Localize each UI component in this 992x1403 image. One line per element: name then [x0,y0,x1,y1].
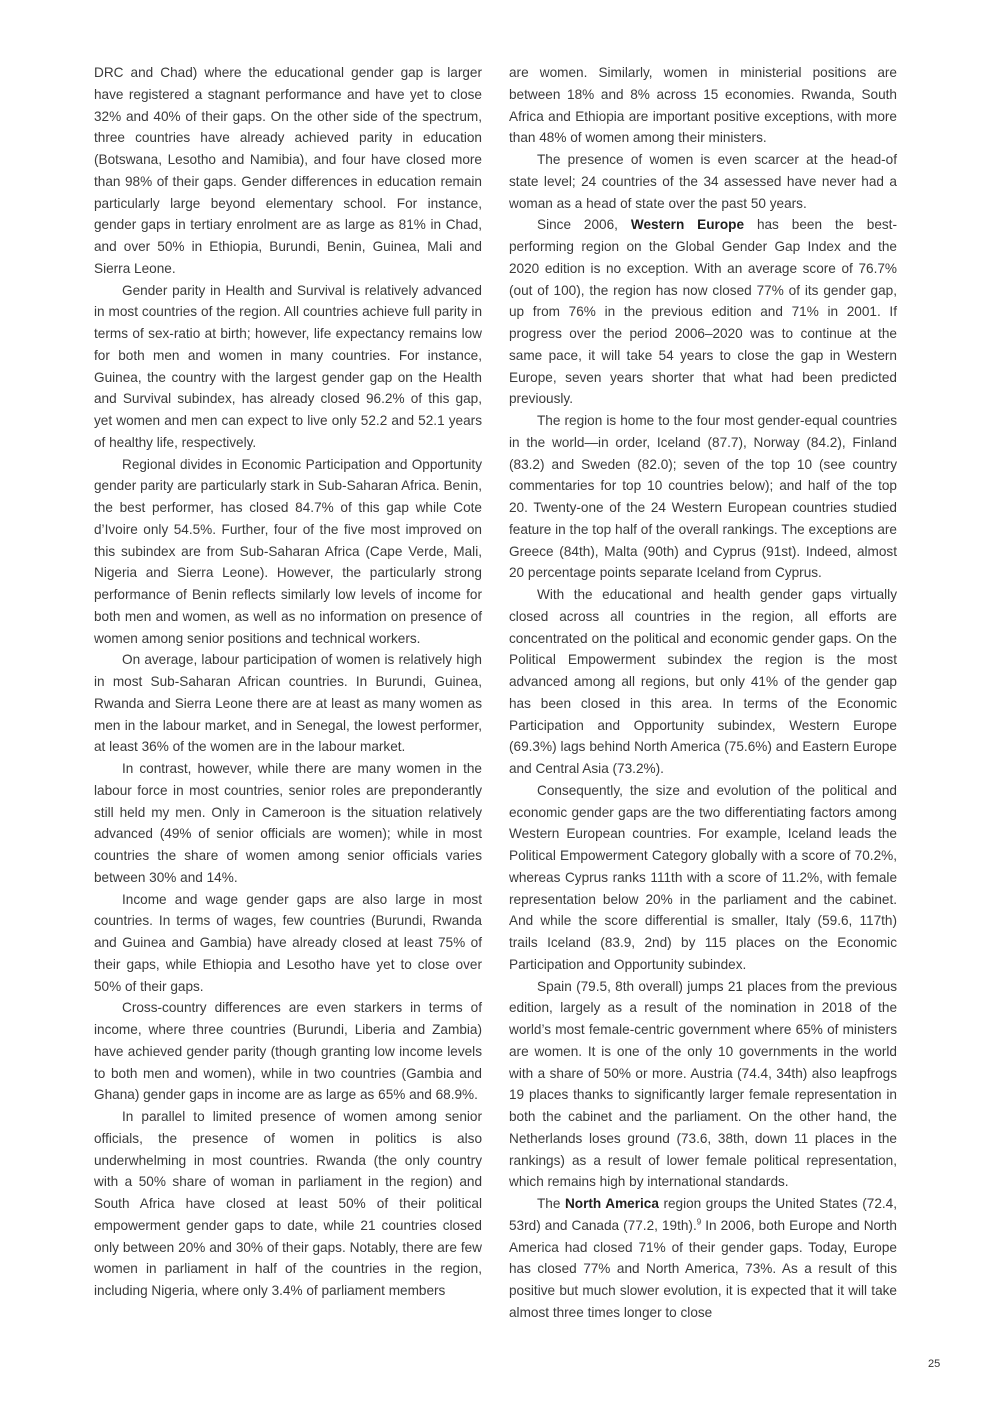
left-column [94,62,482,1302]
right-paragraph-8 [509,1193,897,1324]
p3-body-text: has been the best-performing region on the Global Gender Gap Index and the 2020 edition is no exception. With an average score of 76.7% (out of 100), the region has now closed 77% of its gender gap, up from 76% in the previous edition and 71% in 2001. If progress over the period 2006–2020 was to continue at the same pace, it will take 54 years to close the gap in Western Europe, seven years shorter that what had been predicted previously. [509,217,897,407]
p8-body-text: In 2006, both Europe and North America had closed 71% of their gender gaps. Today, Europe has closed 77% and North America, 73%. As a result of this positive but much slower evolution, it is expected that it will take almost three times longer to close [509,1217,897,1320]
right-paragraph-2: The presence of women is even scarcer at the head-of state level; 24 countries of the 34 assessed have never had a woman as a head of state over the past 50 years. [509,152,897,211]
right-paragraph-6: Consequently, the size and evolution of the political and economic gender gaps are the two differentiating factors among Western European countries. For example, Iceland leads the Political Empowerment Category globally with a score of 70.2%, whereas Cyprus ranks 111th with a score of 11.2%, with female representation below 20% in the parliament and the cabinet. And while the score differential is smaller, Italy (59.6, 117th) trails Iceland (83.9, 2nd) by 115 places on the Economic Participation and Opportunity subindex. [509,782,897,972]
right-column [509,62,897,1324]
page-number: 25 [928,1358,941,1370]
p8-mid-text: region groups the United States (72.4, 53rd) and Canada (77.2, 19th). [509,1196,897,1233]
left-paragraph-4: On average, labour participation of women is relatively high in most Sub-Saharan African countries. In Burundi, Guinea, Rwanda and Sierra Leone there are at least as many women as men in the labour market, and in Senegal, the lowest performer, at least 36% of the women are in the labour market. [94,652,482,755]
left-paragraph-3: Regional divides in Economic Participation and Opportunity gender parity are particularly stark in Sub-Saharan Africa. Benin, the best performer, has closed 84.7% of this gap while Cote d’Ivoire only 54.5%. Further, four of the five most improved on this subindex are from Sub-Saharan Africa (Cape Verde, Mali, Nigeria and Sierra Leone). However, the particularly strong performance of Benin reflects similarly low levels of income for both men and women, as well as no information on presence of women among senior positions and technical workers. [94,456,482,646]
left-paragraph-7: Cross-country differences are even starkers in terms of income, where three countries (Burundi, Liberia and Zambia) have achieved gender parity (though granting low income levels to both men and women), while in two countries (Gambia and Ghana) gender gaps in income are as large as 65% and 68.9%. [94,1000,482,1103]
left-paragraph-6: Income and wage gender gaps are also large in most countries. In terms of wages, few countries (Burundi, Rwanda and Guinea and Gambia) have already closed at least 75% of their gaps, while Ethiopia and Lesotho have yet to close over 50% of their gaps. [94,891,482,994]
left-paragraph-1: DRC and Chad) where the educational gender gap is larger have registered a stagnant performance and have yet to close 32% and 40% of their gaps. On the other side of the spectrum, three countries have already achieved parity in education (Botswana, Lesotho and Namibia), and four have closed more than 98% of their gaps. Gender differences in education remain particularly large beyond elementary school. For instance, gender gaps in tertiary enrolment are as large as 81% in Chad, and over 50% in Ethiopia, Burundi, Benin, Guinea, Mali and Sierra Leone. [94,65,482,276]
left-paragraph-2: Gender parity in Health and Survival is relatively advanced in most countries of the region. All countries achieve full parity in terms of sex-ratio at birth; however, life expectancy remains low for both men and women in many countries. For instance, Guinea, the country with the largest gender gap on the Health and Survival subindex, has already closed 96.2% of this gap, yet women and men can expect to live only 52.2 and 52.1 years of healthy life, respectively. [94,282,482,450]
left-paragraph-5: In contrast, however, while there are many women in the labour force in most countries, senior roles are preponderantly still held my men. Only in Cameroon is the situation relatively advanced (49% of senior officials are women); while in most countries the share of women among senior officials varies between 30% and 14%. [94,761,482,885]
left-paragraph-8: In parallel to limited presence of women among senior officials, the presence of women in politics is also underwhelming in most countries. Rwanda (the only country with a 50% share of woman in parliament in the region) and South Africa have closed at least 50% of their political empowerment gender gaps to date, while 21 countries closed only between 20% and 30% of their gaps. Notably, there are few women in parliament in half of the countries in the region, including Nigeria, where only 3.4% of parliament members [94,1109,482,1298]
p3-lead-text: Since 2006, [537,217,631,233]
right-paragraph-1: are women. Similarly, women in ministerial positions are between 18% and 8% across 15 economies. Rwanda, South Africa and Ethiopia are important positive exceptions, with more than 48% of women among their ministers. [509,65,897,146]
p8-lead-text: The [537,1196,565,1211]
right-paragraph-5: With the educational and health gender gaps virtually closed across all countries in the region, all efforts are concentrated on the political and economic gender gaps. On the Political Empowerment subindex the region is the most advanced among all regions, but only 41% of the gender gap has been closed in this area. In terms of the Economic Participation and Opportunity subindex, Western Europe (69.3%) lags behind North America (75.6%) and Eastern Europe and Central Asia (73.2%). [509,587,897,776]
right-paragraph-3 [509,214,897,410]
western-europe-heading: Western Europe [630,217,745,233]
right-paragraph-4: The region is home to the four most gender-equal countries in the world—in order, Iceland (87.7), Norway (84.2), Finland (83.2) and Sweden (82.0); seven of the top 10 (see country commentaries for top 10 countries below); and half of the top 20. Twenty-one of the 24 Western European countries studied feature in the top half of the overall rankings. The exceptions are Greece (84th), Malta (90th) and Cyprus (91st). Indeed, almost 20 percentage points separate Iceland from Cyprus. [509,413,897,581]
right-paragraph-7: Spain (79.5, 8th overall) jumps 21 places from the previous edition, largely as a result of the nomination in 2018 of the world’s most female-centric government where 65% of ministers are women. It is one of the only 10 governments in the world with a share of 50% or more. Austria (74.4, 34th) also leapfrogs 19 places thanks to significantly larger female representation in both the cabinet and the parliament. On the other hand, the Netherlands loses ground (73.6, 38th, down 11 places in the rankings) as a result of lower female political representation, which remains high by international standards. [509,978,897,1190]
north-america-heading: North America [564,1196,659,1211]
footnote-marker: 9 [696,1217,702,1227]
